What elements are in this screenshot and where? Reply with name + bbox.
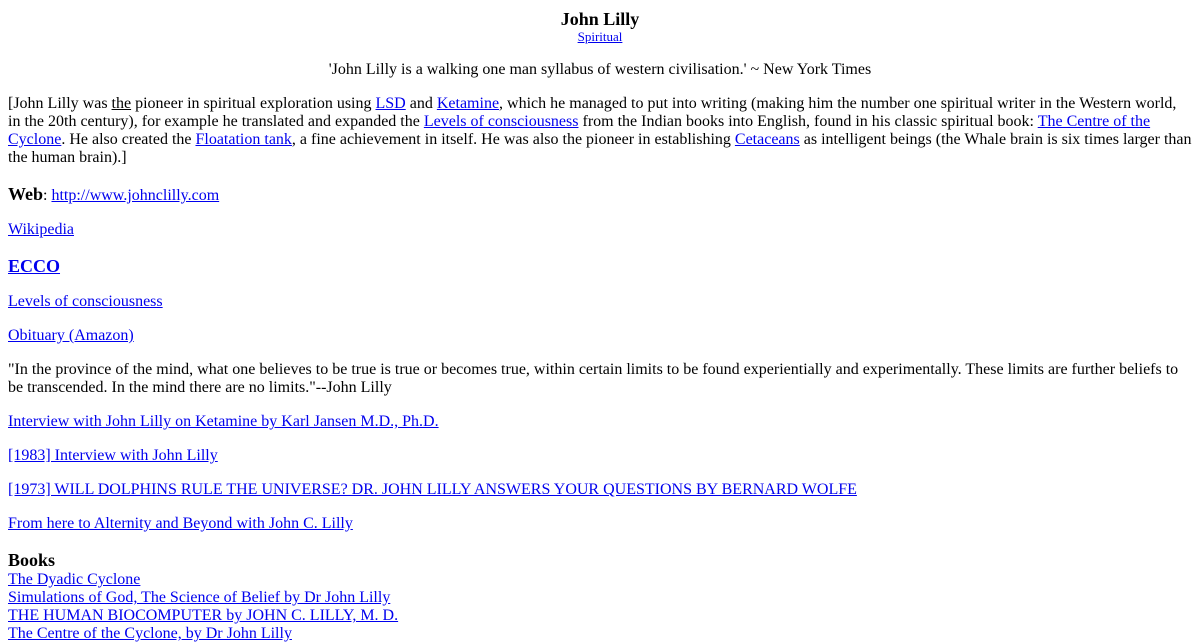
alternity-link[interactable]: From here to Alternity and Beyond with John C. Lilly: [8, 515, 353, 532]
intro-text: from the Indian books into English, found in his classic spiritual book:: [578, 113, 1038, 130]
ecco-link[interactable]: ECCO: [8, 256, 61, 276]
levels-of-consciousness-link[interactable]: Levels of consciousness: [8, 293, 163, 310]
floatation-tank-link[interactable]: Floatation tank: [195, 131, 292, 148]
list-item: [8, 589, 1192, 607]
interview-line: [8, 515, 1192, 533]
ecco-line: [8, 255, 1192, 277]
intro-text: pioneer in spiritual exploration using: [131, 95, 376, 112]
website-link[interactable]: http://www.johnclilly.com: [51, 187, 220, 204]
levels-line: [8, 293, 1192, 311]
wikipedia-line: [8, 221, 1192, 239]
intro-the: the: [111, 95, 132, 112]
list-item: [8, 571, 1192, 589]
intro-text: and: [405, 95, 437, 112]
interview-link-1983[interactable]: [1983] Interview with John Lilly: [8, 447, 218, 464]
book-link-dyadic-cyclone[interactable]: The Dyadic Cyclone: [8, 571, 141, 588]
interview-line: [8, 413, 1192, 431]
web-line: [8, 185, 1192, 205]
cetaceans-link[interactable]: Cetaceans: [734, 131, 800, 148]
intro-text: [John Lilly was: [8, 95, 112, 112]
book-link-centre-of-the-cyclone[interactable]: The Centre of the Cyclone, by Dr John Lilly: [8, 625, 292, 642]
interview-link-ketamine[interactable]: Interview with John Lilly on Ketamine by Karl Jansen M.D., Ph.D.: [8, 413, 439, 430]
book-link-simulations-of-god[interactable]: Simulations of God, The Science of Belief by Dr John Lilly: [8, 589, 391, 606]
interview-line: [8, 481, 1192, 499]
mind-quote: "In the province of the mind, what one believes to be true is true or becomes true, within certain limits to be found experientially and experimentally. These limits are further beliefs to be transcended. In the mind there are no limits."--John Lilly: [8, 361, 1179, 396]
book-list: [8, 571, 1192, 643]
list-item: [8, 607, 1192, 625]
interview-line: [8, 447, 1192, 465]
obituary-link[interactable]: Obituary (Amazon): [8, 327, 134, 344]
levels-of-consciousness-inline-link[interactable]: Levels of consciousness: [423, 113, 579, 130]
intro-paragraph: [8, 95, 1192, 167]
intro-text: , which he managed to put into writing (making him the number one spiritual writer in the Western world, in the 20th century), for example he translated and expanded the: [8, 95, 1177, 130]
web-separator: :: [43, 187, 52, 204]
intro-text: . He also created the: [61, 131, 196, 148]
category-line: [8, 29, 1192, 45]
page-title: John Lilly: [560, 9, 640, 29]
books-heading: Books: [8, 550, 56, 570]
category-link-spiritual[interactable]: Spiritual: [577, 29, 623, 44]
web-label: Web: [8, 184, 44, 204]
intro-text: as intelligent beings (the Whale brain is six times larger than the human brain).]: [8, 131, 1192, 166]
book-link-human-biocomputer[interactable]: THE HUMAN BIOCOMPUTER by JOHN C. LILLY, M. D.: [8, 607, 399, 624]
list-item: [8, 625, 1192, 643]
nyt-quote: 'John Lilly is a walking one man syllabus of western civilisation.' ~ New York Times: [328, 61, 872, 78]
obituary-line: [8, 327, 1192, 345]
wikipedia-link[interactable]: Wikipedia: [8, 221, 74, 238]
centre-of-the-cyclone-link[interactable]: The Centre of the Cyclone: [8, 113, 1151, 148]
intro-text: , a fine achievement in itself. He was also the pioneer in establishing: [291, 131, 735, 148]
ketamine-link[interactable]: Ketamine: [436, 95, 500, 112]
lsd-link[interactable]: LSD: [375, 95, 406, 112]
interview-link-1973[interactable]: [1973] WILL DOLPHINS RULE THE UNIVERSE? DR. JOHN LILLY ANSWERS YOUR QUESTIONS BY BERNARD WOLFE: [8, 481, 857, 498]
